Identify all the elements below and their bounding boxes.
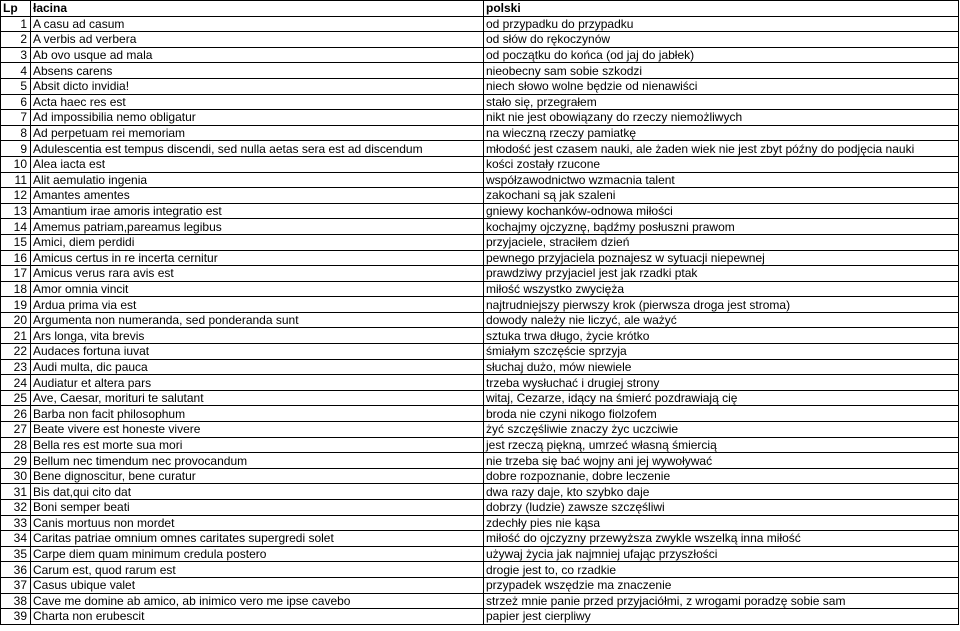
latin-phrase: Audiatur et altera pars <box>31 375 484 391</box>
table-row <box>1 172 959 188</box>
latin-phrase: Casus ubique valet <box>31 577 484 593</box>
table-row <box>1 359 959 375</box>
row-number: 32 <box>1 500 31 516</box>
polish-translation: od przypadku do przypadku <box>484 16 959 32</box>
polish-translation: od początku do końca (od jaj do jabłek) <box>484 47 959 63</box>
table-row <box>1 562 959 578</box>
row-number: 6 <box>1 94 31 110</box>
row-number: 35 <box>1 546 31 562</box>
polish-translation: używaj życia jak najmniej ufając przyszłości <box>484 546 959 562</box>
row-number: 37 <box>1 577 31 593</box>
row-number: 38 <box>1 593 31 609</box>
polish-translation: współzawodnictwo wzmacnia talent <box>484 172 959 188</box>
table-row <box>1 328 959 344</box>
table-row <box>1 16 959 32</box>
row-number: 24 <box>1 375 31 391</box>
polish-translation: nie trzeba się bać wojny ani jej wywoływać <box>484 453 959 469</box>
latin-phrase: Ad impossibilia nemo obligatur <box>31 110 484 126</box>
polish-translation: nikt nie jest obowiązany do rzeczy niemożliwych <box>484 110 959 126</box>
row-number: 36 <box>1 562 31 578</box>
polish-translation: papier jest cierpliwy <box>484 609 959 625</box>
latin-phrase: Amicus verus rara avis est <box>31 266 484 282</box>
polish-translation: miłość do ojczyzny przewyższa zwykle wszelką inna miłość <box>484 531 959 547</box>
polish-translation: broda nie czyni nikogo fiolzofem <box>484 406 959 422</box>
polish-translation: kości zostały rzucone <box>484 156 959 172</box>
table-row <box>1 47 959 63</box>
latin-phrase: Bis dat,qui cito dat <box>31 484 484 500</box>
row-number: 22 <box>1 344 31 360</box>
polish-translation: gniewy kochanków-odnowa miłości <box>484 203 959 219</box>
polish-translation: stało się, przegrałem <box>484 94 959 110</box>
row-number: 19 <box>1 297 31 313</box>
latin-phrase: Boni semper beati <box>31 500 484 516</box>
latin-phrase: Absens carens <box>31 63 484 79</box>
latin-phrase: Canis mortuus non mordet <box>31 515 484 531</box>
latin-phrase: Amicus certus in re incerta cernitur <box>31 250 484 266</box>
polish-translation: witaj, Cezarze, idący na śmierć pozdrawiają cię <box>484 390 959 406</box>
latin-phrase: Carum est, quod rarum est <box>31 562 484 578</box>
row-number: 7 <box>1 110 31 126</box>
header-lp: Lp <box>1 1 31 17</box>
polish-translation: niech słowo wolne będzie od nienawiści <box>484 78 959 94</box>
table-row <box>1 515 959 531</box>
table-row <box>1 219 959 235</box>
latin-phrase: Adulescentia est tempus discendi, sed nulla aetas sera est ad discendum <box>31 141 484 157</box>
polish-translation: dobre rozpoznanie, dobre leczenie <box>484 468 959 484</box>
table-row <box>1 188 959 204</box>
polish-translation: jest rzeczą piękną, umrzeć własną śmiercią <box>484 437 959 453</box>
latin-phrase: Ad perpetuam rei memoriam <box>31 125 484 141</box>
polish-translation: nieobecny sam sobie szkodzi <box>484 63 959 79</box>
latin-phrase: A verbis ad verbera <box>31 32 484 48</box>
table-row <box>1 609 959 625</box>
table-row <box>1 453 959 469</box>
row-number: 28 <box>1 437 31 453</box>
latin-phrase: Audaces fortuna iuvat <box>31 344 484 360</box>
polish-translation: prawdziwy przyjaciel jest jak rzadki ptak <box>484 266 959 282</box>
row-number: 1 <box>1 16 31 32</box>
row-number: 4 <box>1 63 31 79</box>
table-row <box>1 406 959 422</box>
table-row <box>1 203 959 219</box>
table-row <box>1 375 959 391</box>
row-number: 29 <box>1 453 31 469</box>
table-row <box>1 546 959 562</box>
latin-phrase: Ardua prima via est <box>31 297 484 313</box>
polish-translation: przypadek wszędzie ma znaczenie <box>484 577 959 593</box>
table-row <box>1 266 959 282</box>
table-row <box>1 281 959 297</box>
row-number: 18 <box>1 281 31 297</box>
polish-translation: pewnego przyjaciela poznajesz w sytuacji niepewnej <box>484 250 959 266</box>
table-row <box>1 94 959 110</box>
row-number: 27 <box>1 422 31 438</box>
latin-phrase: Bella res est morte sua mori <box>31 437 484 453</box>
latin-phrase: Bene dignoscitur, bene curatur <box>31 468 484 484</box>
row-number: 20 <box>1 312 31 328</box>
polish-translation: dwa razy daje, kto szybko daje <box>484 484 959 500</box>
row-number: 23 <box>1 359 31 375</box>
polish-translation: od słów do rękoczynów <box>484 32 959 48</box>
polish-translation: zdechły pies nie kąsa <box>484 515 959 531</box>
table-row <box>1 312 959 328</box>
table-row <box>1 437 959 453</box>
row-number: 34 <box>1 531 31 547</box>
table-row <box>1 156 959 172</box>
latin-phrase: Barba non facit philosophum <box>31 406 484 422</box>
row-number: 10 <box>1 156 31 172</box>
row-number: 21 <box>1 328 31 344</box>
row-number: 30 <box>1 468 31 484</box>
latin-phrase: Cave me domine ab amico, ab inimico vero me ipse cavebo <box>31 593 484 609</box>
polish-translation: młodość jest czasem nauki, ale żaden wiek nie jest zbyt późny do podjęcia nauki <box>484 141 959 157</box>
latin-phrase: Ab ovo usque ad mala <box>31 47 484 63</box>
table-row <box>1 250 959 266</box>
latin-phrase: Acta haec res est <box>31 94 484 110</box>
row-number: 25 <box>1 390 31 406</box>
polish-translation: słuchaj dużo, mów niewiele <box>484 359 959 375</box>
polish-translation: miłość wszystko zwycięża <box>484 281 959 297</box>
row-number: 13 <box>1 203 31 219</box>
polish-translation: żyć szczęśliwie znaczy życ uczciwie <box>484 422 959 438</box>
polish-translation: drogie jest to, co rzadkie <box>484 562 959 578</box>
table-row <box>1 344 959 360</box>
polish-translation: trzeba wysłuchać i drugiej strony <box>484 375 959 391</box>
latin-phrase: Caritas patriae omnium omnes caritates supergredi solet <box>31 531 484 547</box>
row-number: 3 <box>1 47 31 63</box>
table-row <box>1 78 959 94</box>
table-row <box>1 468 959 484</box>
row-number: 2 <box>1 32 31 48</box>
latin-phrase: Carpe diem quam minimum credula postero <box>31 546 484 562</box>
row-number: 26 <box>1 406 31 422</box>
polish-translation: najtrudniejszy pierwszy krok (pierwsza droga jest stroma) <box>484 297 959 313</box>
row-number: 17 <box>1 266 31 282</box>
table-row <box>1 531 959 547</box>
latin-phrase: Ave, Caesar, morituri te salutant <box>31 390 484 406</box>
table-row <box>1 390 959 406</box>
polish-translation: na wieczną rzeczy pamiatkę <box>484 125 959 141</box>
polish-translation: przyjaciele, straciłem dzień <box>484 234 959 250</box>
header-polish: polski <box>484 1 959 17</box>
row-number: 9 <box>1 141 31 157</box>
latin-phrase: Amemus patriam,pareamus legibus <box>31 219 484 235</box>
table-row <box>1 234 959 250</box>
table-row <box>1 500 959 516</box>
latin-phrase: Beate vivere est honeste vivere <box>31 422 484 438</box>
polish-translation: strzeż mnie panie przed przyjaciółmi, z wrogami poradzę sobie sam <box>484 593 959 609</box>
row-number: 15 <box>1 234 31 250</box>
row-number: 39 <box>1 609 31 625</box>
table-row <box>1 593 959 609</box>
table-row <box>1 125 959 141</box>
latin-phrase: Amor omnia vincit <box>31 281 484 297</box>
header-row <box>1 1 959 17</box>
polish-translation: dobrzy (ludzie) zawsze szczęśliwi <box>484 500 959 516</box>
polish-translation: zakochani są jak szaleni <box>484 188 959 204</box>
row-number: 5 <box>1 78 31 94</box>
latin-phrase: Bellum nec timendum nec provocandum <box>31 453 484 469</box>
table-row <box>1 110 959 126</box>
latin-phrase: Amici, diem perdidi <box>31 234 484 250</box>
latin-phrase: Argumenta non numeranda, sed ponderanda sunt <box>31 312 484 328</box>
table-row <box>1 577 959 593</box>
row-number: 14 <box>1 219 31 235</box>
table-row <box>1 32 959 48</box>
row-number: 33 <box>1 515 31 531</box>
latin-phrase: Absit dicto invidia! <box>31 78 484 94</box>
polish-translation: śmiałym szczęście sprzyja <box>484 344 959 360</box>
latin-phrase: Amantes amentes <box>31 188 484 204</box>
table-row <box>1 484 959 500</box>
row-number: 16 <box>1 250 31 266</box>
latin-phrase: Alit aemulatio ingenia <box>31 172 484 188</box>
table-row <box>1 297 959 313</box>
latin-phrase: Ars longa, vita brevis <box>31 328 484 344</box>
latin-phrase: A casu ad casum <box>31 16 484 32</box>
row-number: 11 <box>1 172 31 188</box>
row-number: 31 <box>1 484 31 500</box>
latin-phrase: Alea iacta est <box>31 156 484 172</box>
latin-phrase: Charta non erubescit <box>31 609 484 625</box>
latin-phrase: Amantium irae amoris integratio est <box>31 203 484 219</box>
row-number: 12 <box>1 188 31 204</box>
polish-translation: sztuka trwa długo, życie krótko <box>484 328 959 344</box>
table-row <box>1 63 959 79</box>
latin-phrase: Audi multa, dic pauca <box>31 359 484 375</box>
header-latin: łacina <box>31 1 484 17</box>
row-number: 8 <box>1 125 31 141</box>
polish-translation: kochajmy ojczyznę, bądźmy posłuszni prawom <box>484 219 959 235</box>
polish-translation: dowody należy nie liczyć, ale ważyć <box>484 312 959 328</box>
table-row <box>1 422 959 438</box>
table-row <box>1 141 959 157</box>
